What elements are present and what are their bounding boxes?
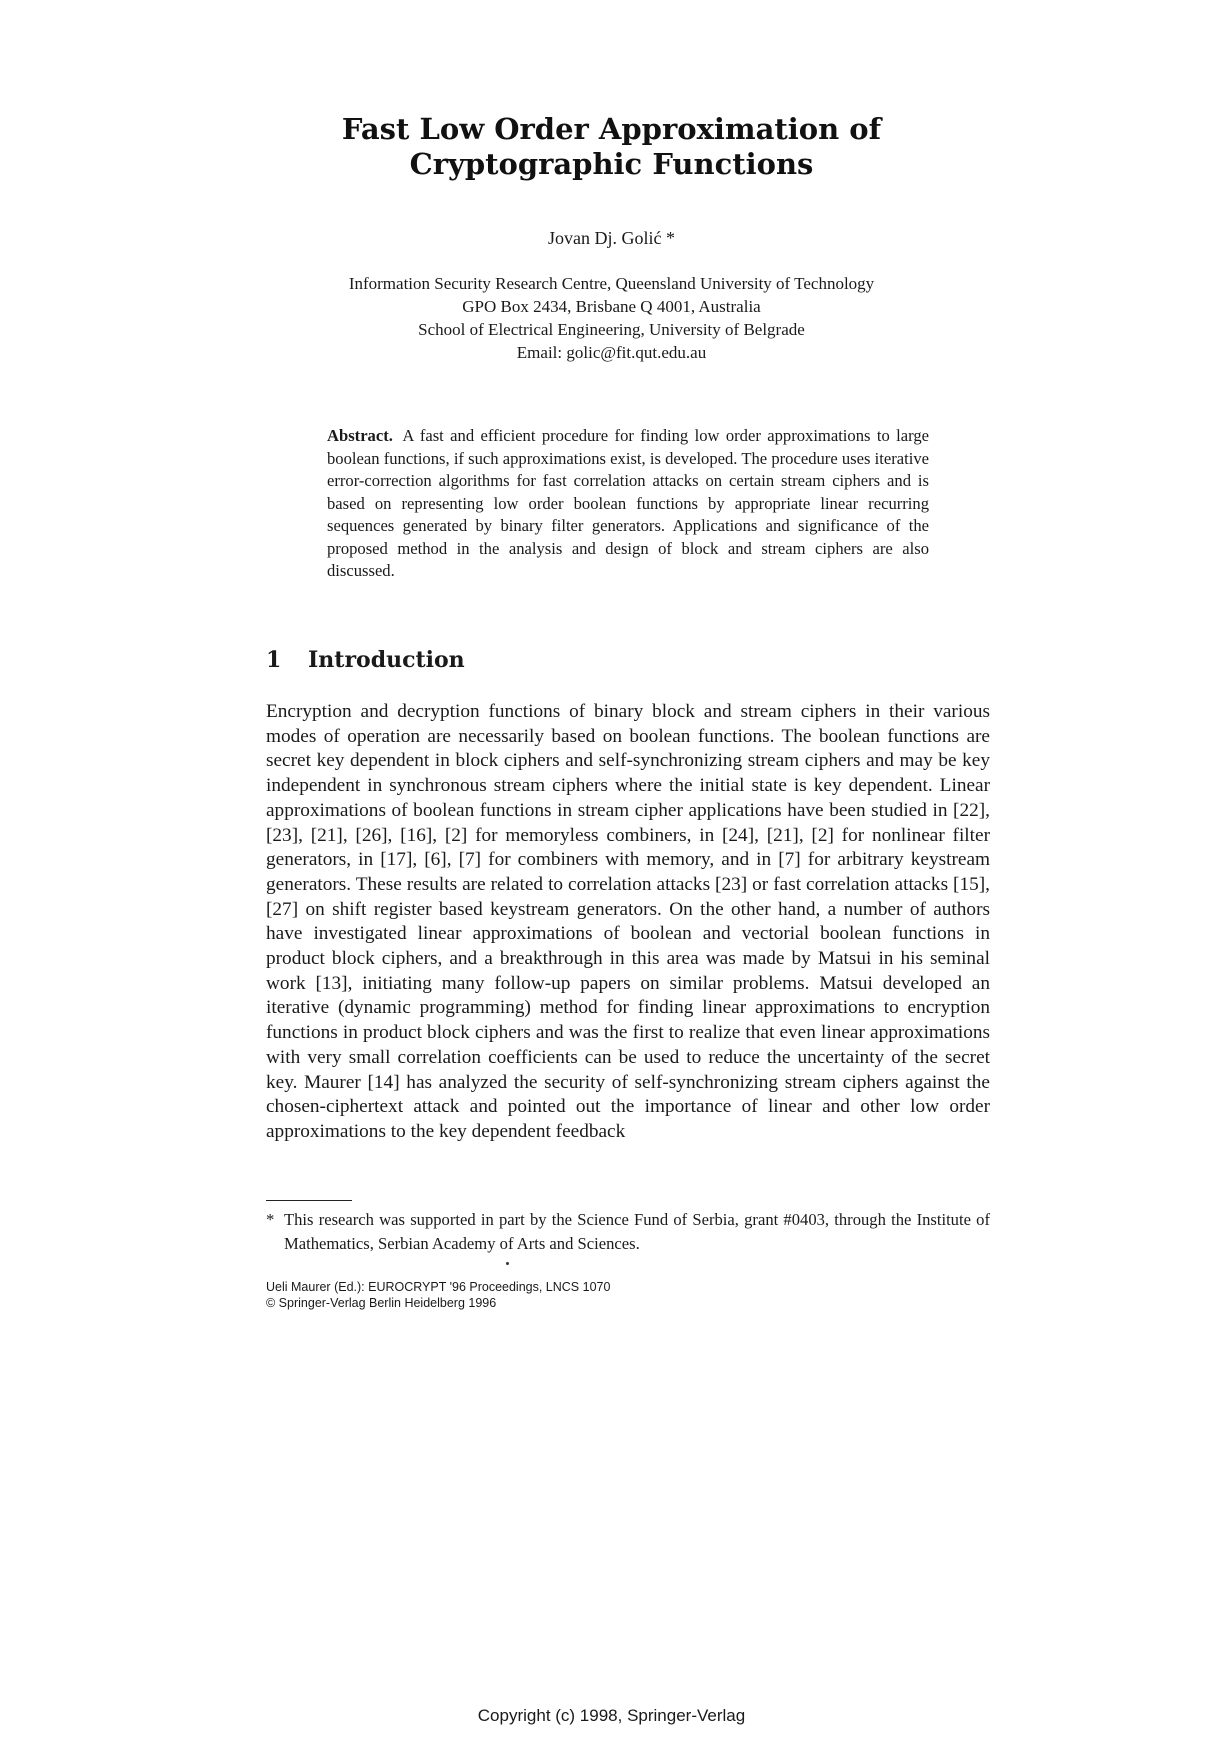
publication-info [266,1279,610,1311]
footnote-text: This research was supported in part by the Science Fund of Serbia, grant #0403, through the Institute of Mathematics, Serbian Academy of Arts and Sciences. [284,1210,990,1253]
affiliation-line: GPO Box 2434, Brisbane Q 4001, Australia [462,297,761,316]
section-heading [266,646,465,674]
publication-line: Ueli Maurer (Ed.): EUROCRYPT '96 Proceedings, LNCS 1070 [266,1280,611,1294]
affiliation-line: School of Electrical Engineering, University of Belgrade [418,320,805,339]
affiliation-line: Information Security Research Centre, Queensland University of Technology [348,274,875,293]
author-email: Email: golic@fit.qut.edu.au [516,343,707,362]
section-number: 1 [266,647,282,673]
title-line-2: Cryptographic Functions [409,147,814,181]
footnote [266,1208,990,1256]
footnote-divider [266,1200,352,1201]
author-name: Jovan Dj. Golić * [548,228,675,248]
abstract [327,425,929,583]
abstract-label: Abstract. [327,426,393,445]
section-title: Introduction [308,647,465,673]
introduction-paragraph: Encryption and decryption functions of binary block and stream ciphers in their various modes of operation are necessarily based on boolean functions. The boolean functions are secret key dependent in block ciphers and self-synchronizing stream ciphers and may be key independent in synchronous stream ciphers where the initial state is key dependent. Linear approximations of boolean functions in stream cipher applications have been studied in [22], [23], [21], [26], [16], [2] for memoryless combiners, in [24], [21], [2] for nonlinear filter generators, in [17], [6], [7] for combiners with memory, and in [7] for arbitrary keystream generators. These results are related to correlation attacks [23] or fast correlation attacks [15], [27] on shift register based keystream generators. On the other hand, a number of authors have investigated linear approximations of boolean and vectorial boolean functions in product block ciphers, and a breakthrough in this area was made by Matsui in his seminal work [13], initiating many follow-up papers on similar problems. Matsui developed an iterative (dynamic programming) method for finding linear approximations to encryption functions in product block ciphers and was the first to realize that even linear approximations with very small correlation coefficients can be used to reduce the uncertainty of the secret key. Maurer [14] has analyzed the security of self-synchronizing stream ciphers against the chosen-ciphertext attack and pointed out the importance of linear and other low order approximations to the key dependent feedback [266,701,990,1142]
title-line-1: Fast Low Order Approximation of [341,112,882,146]
scan-speck [506,1262,509,1265]
paper-title [0,112,1223,182]
abstract-text: A fast and efficient procedure for finding low order approximations to large boolean functions, if such approximations exist, is developed. The procedure uses iterative error-correction algorithms for fast correlation attacks on certain stream ciphers and is based on representing low order boolean functions by appropriate linear recurring sequences generated by binary filter generators. Applications and significance of the proposed method in the analysis and design of block and stream ciphers are also discussed. [327,426,929,580]
copyright-footer: Copyright (c) 1998, Springer-Verlag [477,1706,746,1725]
footnote-mark: * [266,1210,275,1229]
publication-line: © Springer-Verlag Berlin Heidelberg 1996 [266,1296,497,1310]
affiliation-block [0,272,1223,364]
